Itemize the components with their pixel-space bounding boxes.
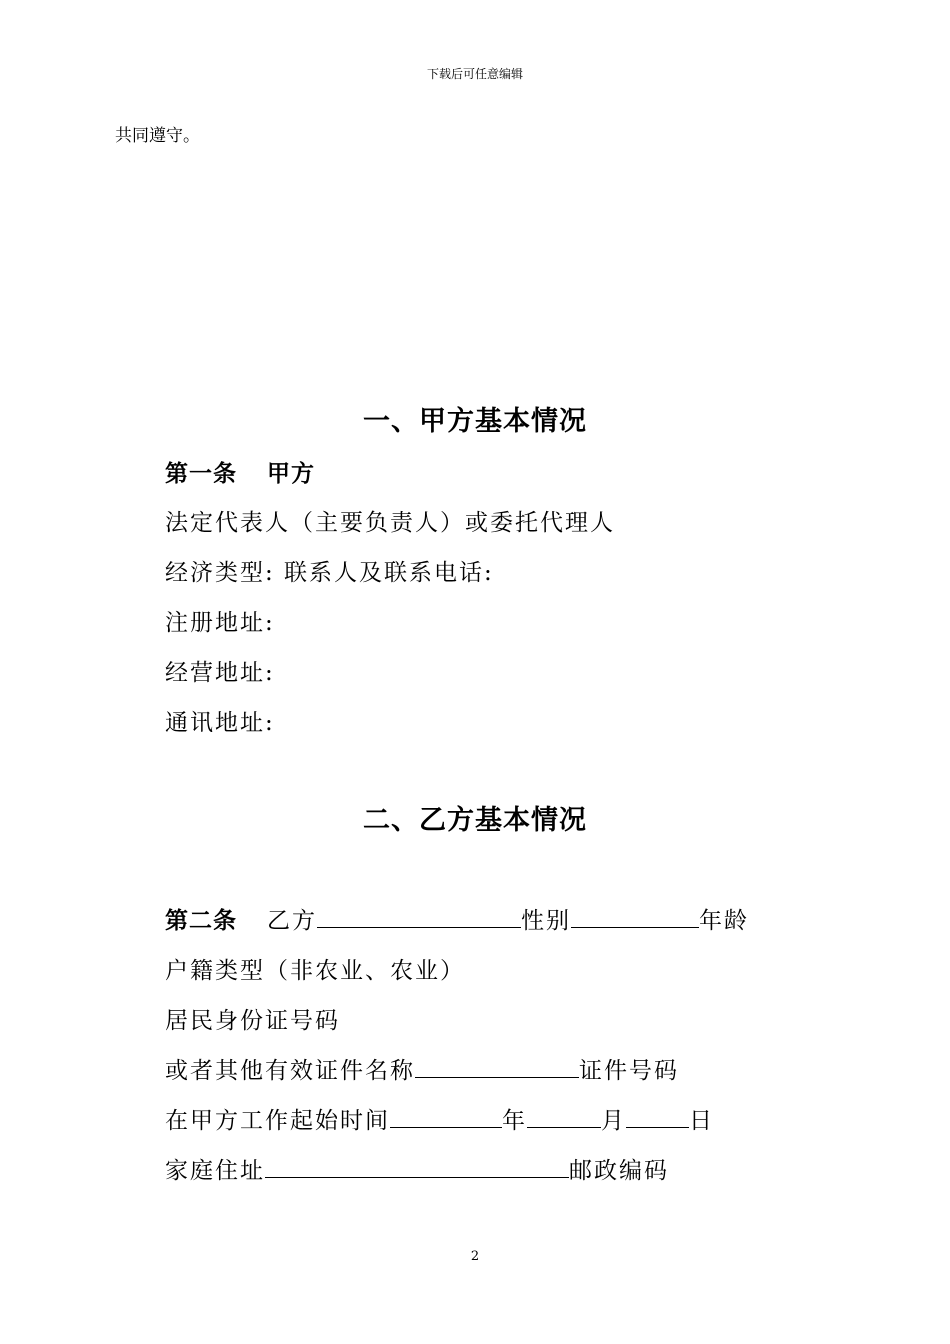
business-address-line: 经营地址: — [165, 660, 275, 686]
legal-representative-line: 法定代表人（主要负责人）或委托代理人 — [165, 510, 615, 536]
other-cert-label: 或者其他有效证件名称 — [165, 1058, 415, 1084]
home-address-blank[interactable] — [265, 1155, 569, 1178]
gender-label: 性别 — [521, 908, 571, 934]
article-1-heading — [165, 458, 315, 490]
id-number-line: 居民身份证号码 — [165, 1008, 340, 1034]
mailing-address-line: 通讯地址: — [165, 710, 275, 736]
cert-name-blank[interactable] — [415, 1055, 579, 1078]
year-label: 年 — [502, 1108, 527, 1134]
article-2-party: 乙方 — [267, 908, 317, 934]
economic-type-line: 经济类型: 联系人及联系电话: — [165, 560, 494, 586]
gender-blank[interactable] — [571, 905, 699, 928]
section-title-party-b: 二、乙方基本情况 — [363, 805, 587, 836]
postal-code-label: 邮政编码 — [569, 1158, 669, 1184]
article-1-label: 第一条 — [165, 461, 237, 487]
section-title-party-a: 一、甲方基本情况 — [363, 406, 587, 437]
cert-number-label: 证件号码 — [579, 1058, 679, 1084]
day-blank[interactable] — [626, 1105, 689, 1128]
article-2-label: 第二条 — [165, 908, 237, 934]
article-1-party: 甲方 — [267, 461, 315, 487]
start-time-label: 在甲方工作起始时间 — [165, 1108, 390, 1134]
home-address-label: 家庭住址 — [165, 1158, 265, 1184]
start-time-line — [165, 1105, 714, 1137]
registered-address-line: 注册地址: — [165, 610, 275, 636]
age-label: 年龄 — [699, 908, 749, 934]
other-cert-line — [165, 1055, 679, 1087]
page-number: 2 — [470, 1249, 480, 1264]
month-label: 月 — [601, 1108, 626, 1134]
continuation-text: 共同遵守。 — [115, 126, 200, 146]
month-blank[interactable] — [527, 1105, 601, 1128]
article-2-line — [165, 905, 749, 937]
name-blank[interactable] — [317, 905, 521, 928]
year-blank[interactable] — [390, 1105, 502, 1128]
home-address-line — [165, 1155, 669, 1187]
page-header: 下载后可任意编辑 — [426, 67, 523, 81]
household-type-line: 户籍类型（非农业、农业） — [165, 958, 465, 984]
day-label: 日 — [689, 1108, 714, 1134]
